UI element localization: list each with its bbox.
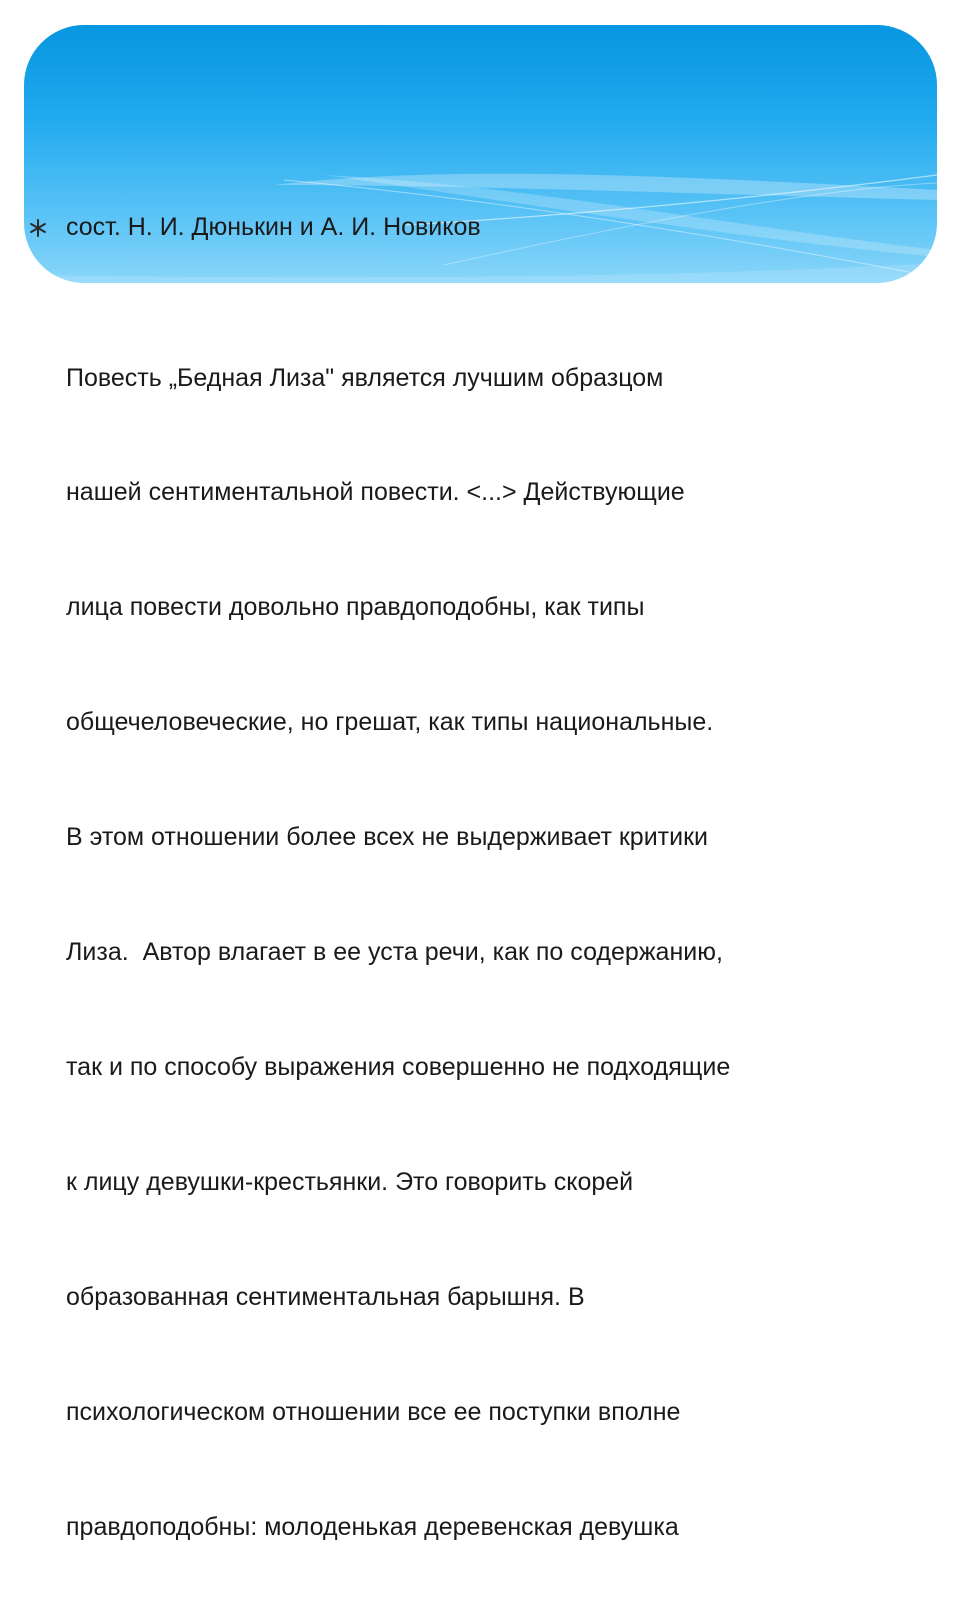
body-line: В этом отношении более всех не выдерживает критики <box>66 823 708 852</box>
body-paragraph <box>66 282 936 1622</box>
six-point-asterisk-icon <box>28 218 48 238</box>
body-line: к лицу девушки-крестьянки. Это говорить скорей <box>66 1167 634 1196</box>
body-line: Повесть „Бедная Лиза" является лучшим образцом <box>66 363 664 392</box>
body-line: нашей сентиментальной повести. <...> Действующие <box>66 478 685 507</box>
body-line: общечеловеческие, но грешат, как типы национальные. <box>66 708 714 737</box>
body-line: так и по способу выражения совершенно не подходящие <box>66 1052 731 1081</box>
body-line: психологическом отношении все ее поступки вполне <box>66 1397 681 1426</box>
body-line: правдоподобны: молоденькая деревенская девушка <box>66 1512 679 1541</box>
body-line: лица повести довольно правдоподобны, как типы <box>66 593 645 622</box>
bullet-item <box>28 207 928 247</box>
body-line: Лиза. Автор влагает в ее уста речи, как по содержанию, <box>66 938 723 967</box>
body-line: образованная сентиментальная барышня. В <box>66 1282 585 1311</box>
bullet-text: сост. Н. И. Дюнькин и А. И. Новиков <box>66 212 481 241</box>
